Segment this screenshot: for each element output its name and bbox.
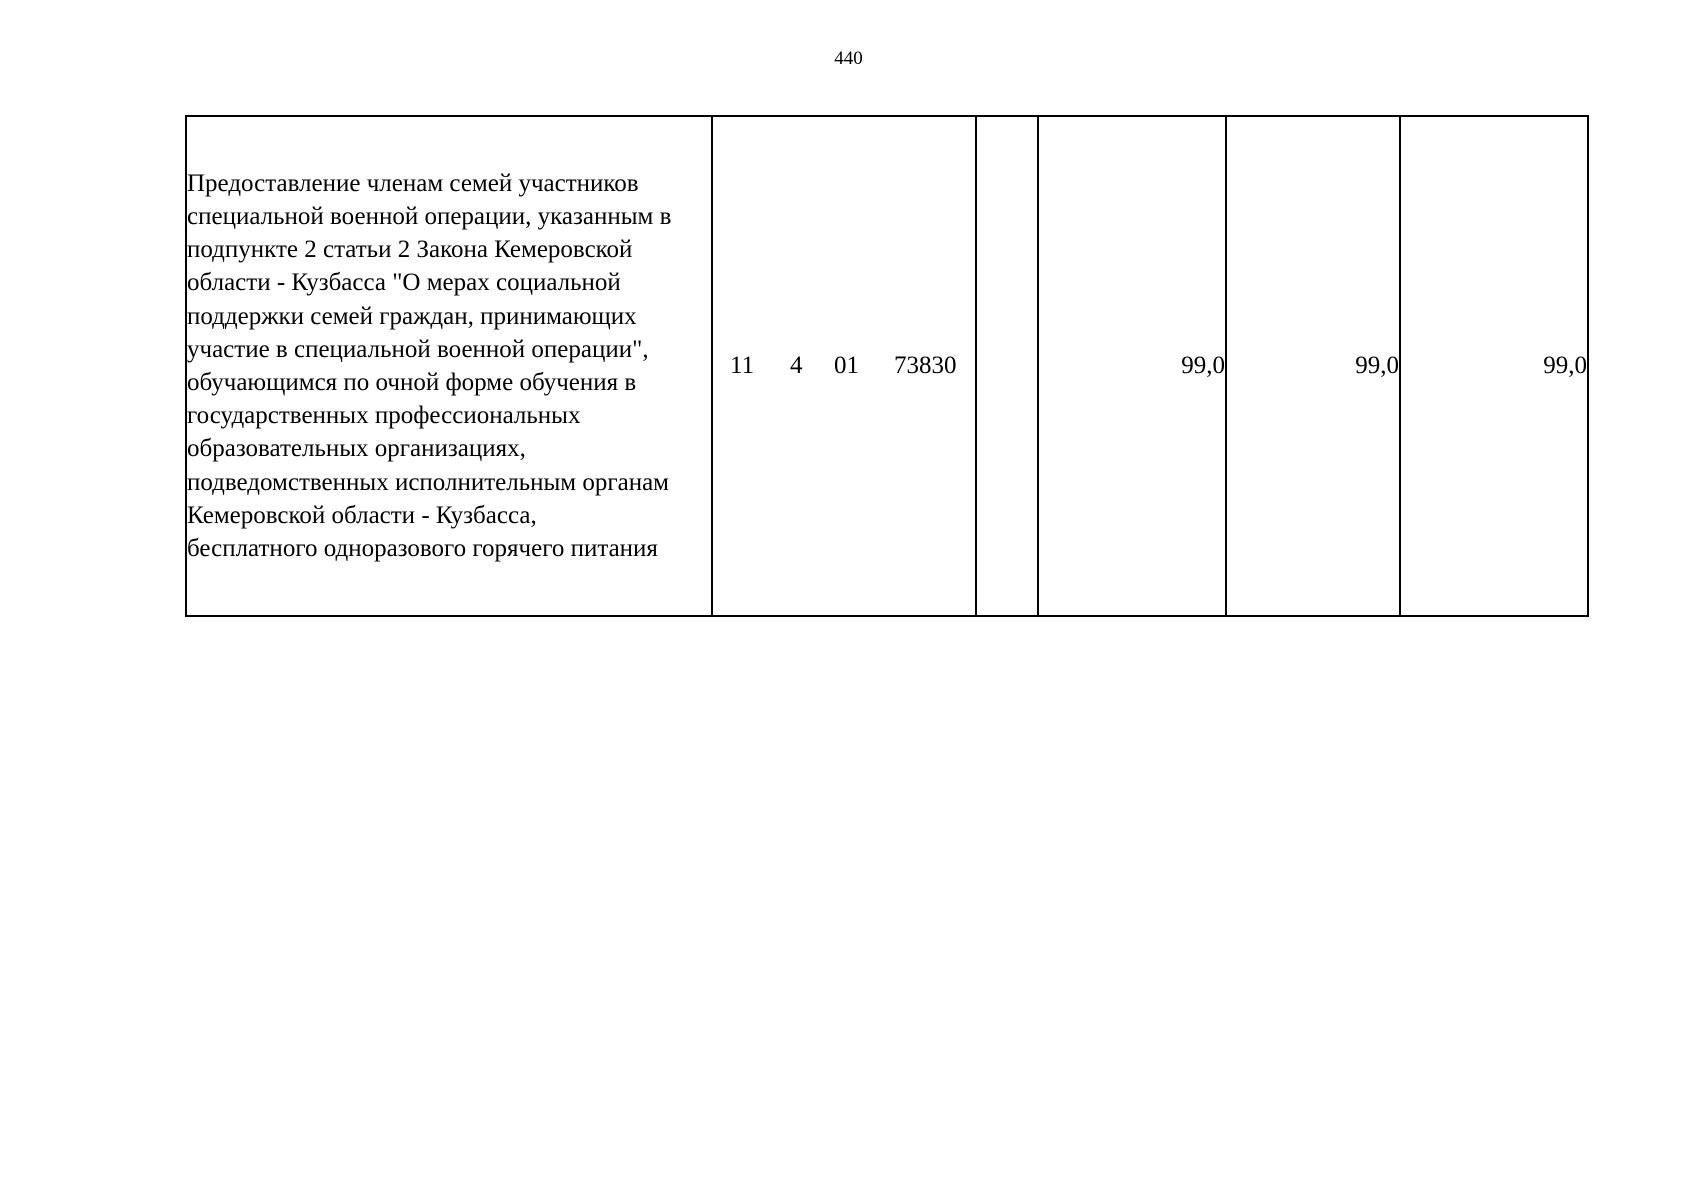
code-direction: 01 [834,352,859,379]
expense-type-cell [976,116,1038,616]
page-number: 440 [834,48,863,69]
table-row [186,116,1588,616]
code-program: 11 [730,352,755,379]
row-description: Предоставление членам семей участников специальной военной операции, указанным в подпункте 2 статьи 2 Закона Кемеровской области - Кузбасса "О мерах социальной поддержки семей граждан, принимающих участие в специальной военной операции", обучающимся по очной форме обучения в государственных профессиональных образовательных организациях, подведомственных исполнительным органам Кемеровской области - Кузбасса, бесплатного одноразового горячего питания [186,116,712,616]
amount-cell-1: 99,0 [1038,116,1226,616]
code-subprogram: 4 [790,352,803,379]
budget-table [185,115,1589,617]
amount-cell-2: 99,0 [1226,116,1400,616]
target-article-code [712,116,976,616]
code-expense: 73830 [894,352,957,379]
amount-cell-3: 99,0 [1400,116,1588,616]
